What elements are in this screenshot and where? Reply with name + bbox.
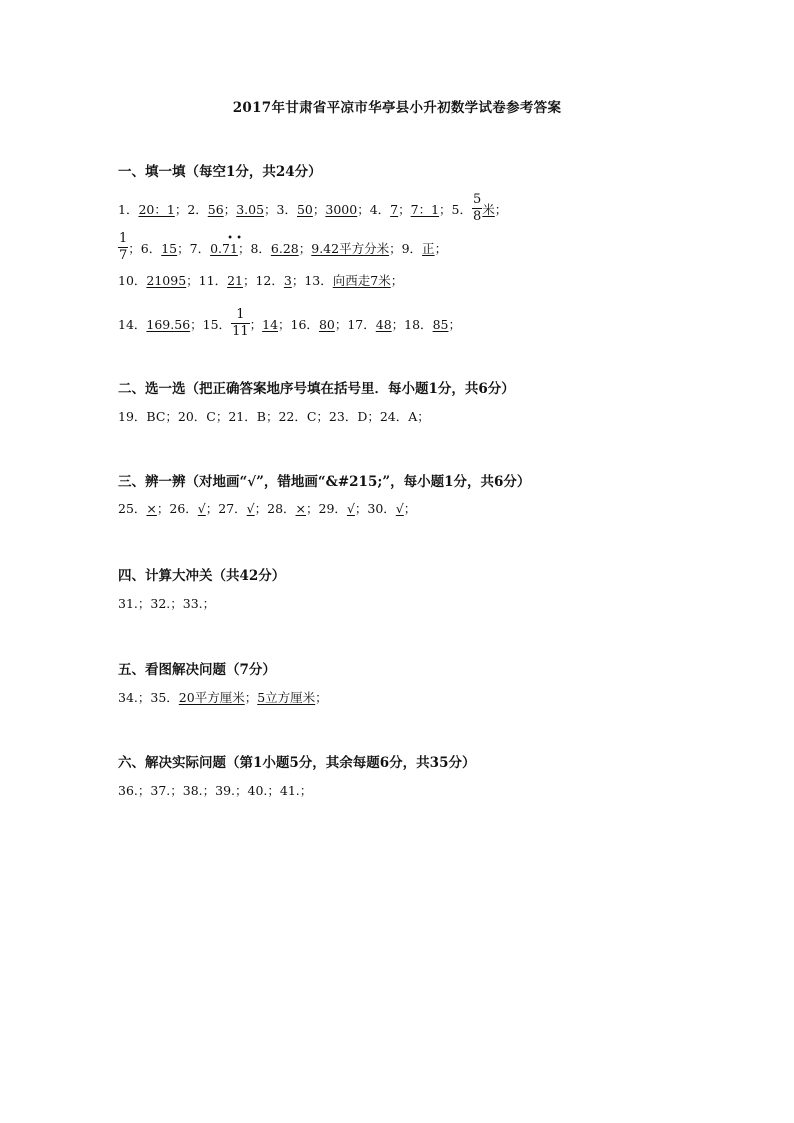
prefix: 1． (118, 202, 139, 217)
answer: 6.28 (270, 241, 299, 256)
answer-line-1 (118, 194, 507, 227)
prefix: ；27． (205, 501, 247, 516)
prefix: ；4． (357, 202, 391, 217)
answer: × (295, 501, 307, 516)
prefix: ；18． (391, 317, 433, 332)
answer: 21095 (146, 273, 187, 288)
answer: 169.56 (146, 317, 191, 332)
prefix: ；30． (354, 501, 396, 516)
answer: 7：1 (410, 202, 440, 217)
answer: 7 (390, 202, 399, 217)
section-heading-word-problems: 六、解决实际问题（第1小题5分，其余每题6分，共35分） (118, 755, 476, 771)
fraction-answer (472, 192, 482, 225)
prefix: ；8． (237, 241, 271, 256)
answer: √ (395, 501, 404, 516)
fraction-numerator: 1 (119, 231, 128, 246)
page-title: 2017年甘肃省平凉市华亭县小升初数学试卷参考答案 (232, 100, 562, 116)
prefix: ；9． (389, 241, 423, 256)
section-heading-fill-in: 一、填一填（每空1分，共24分） (118, 164, 322, 180)
answer: 21 (227, 273, 243, 288)
fraction-denominator: 8 (473, 209, 482, 224)
prefix: ； (244, 690, 258, 705)
prefix: ； (398, 202, 411, 217)
answer-line-7: 31.；32.；33.； (118, 596, 216, 611)
prefix: ； (315, 690, 328, 705)
answer: 3 (283, 273, 292, 288)
prefix: ；2． (174, 202, 208, 217)
prefix: ； (390, 273, 404, 288)
answer: 14 (262, 317, 279, 332)
answer: 向西走7米 (332, 273, 391, 288)
prefix: ；3． (264, 202, 297, 217)
prefix: ； (494, 202, 508, 217)
answer: 85 (432, 317, 449, 332)
prefix: ；28． (254, 501, 296, 516)
section-heading-multiple-choice: 二、选一选（把正确答案地序号填在括号里．每小题1分，共6分） (118, 381, 515, 397)
prefix: 10． (118, 273, 147, 288)
section-heading-true-false: 三、辨一辨（对地画“√”，错地画“&#215;”，每小题1分，共6分） (118, 474, 531, 490)
answer: √ (197, 501, 206, 516)
answer-line-2 (118, 233, 447, 266)
answer-line-9: 36.；37.；38.；39.；40.；41.； (118, 783, 313, 798)
prefix: 14． (118, 317, 147, 332)
prefix: ； (434, 241, 448, 256)
answer: 20：1 (138, 202, 175, 217)
fraction-answer (118, 231, 128, 264)
prefix: ； (249, 317, 263, 332)
prefix: ；5． (439, 202, 472, 217)
section-heading-calculation: 四、计算大冲关（共42分） (118, 568, 286, 584)
answer: 15 (161, 241, 178, 256)
prefix: ； (312, 202, 326, 217)
answer: 5立方厘米 (257, 690, 316, 705)
answer-unit: 米 (482, 202, 495, 217)
answer: √ (346, 501, 355, 516)
prefix: ；26． (156, 501, 198, 516)
repeating-dots: • • (227, 233, 243, 244)
prefix: ； (448, 317, 461, 332)
answer: 48 (375, 317, 392, 332)
answer: 9.42平方分米 (311, 241, 390, 256)
prefix: ；15． (190, 317, 232, 332)
fraction-numerator: 1 (236, 307, 245, 322)
prefix: ；7． (177, 241, 211, 256)
answer-line-4 (118, 309, 461, 342)
answer: 正 (422, 241, 435, 256)
section-heading-picture-problems: 五、看图解决问题（7分） (118, 662, 276, 678)
answer: 80 (318, 317, 335, 332)
prefix: ； (223, 202, 237, 217)
prefix: ；11． (186, 273, 228, 288)
fraction-denominator: 7 (119, 248, 128, 263)
prefix: ； (298, 241, 312, 256)
prefix: ；29． (306, 501, 347, 516)
answer: 71 (222, 241, 238, 256)
answer-line-3 (118, 275, 403, 288)
prefix: ；16． (278, 317, 319, 332)
fraction-answer (231, 307, 250, 340)
answer-line-5: 19．BC；20．C；21．B；22．C；23．D；24．A； (118, 409, 430, 424)
answer: 0. (210, 241, 223, 256)
answer: 20平方厘米 (178, 690, 245, 705)
prefix: 34.；35． (118, 690, 179, 705)
answer-line-6 (118, 503, 416, 516)
answer-repeating-decimal (210, 233, 243, 256)
answer: √ (246, 501, 255, 516)
answer-line-8 (118, 692, 328, 705)
fraction-numerator: 5 (473, 192, 482, 207)
prefix: ； (403, 501, 417, 516)
answer: 3.05 (236, 202, 265, 217)
prefix: ；13． (291, 273, 333, 288)
fraction-denominator: 11 (232, 324, 249, 339)
prefix: ；17． (334, 317, 376, 332)
answer: 3000 (325, 202, 358, 217)
prefix: 25． (118, 501, 147, 516)
answer: 50 (296, 202, 313, 217)
prefix: ；12． (242, 273, 284, 288)
prefix: ；6． (128, 241, 162, 256)
answer: × (146, 501, 157, 516)
answer: 56 (207, 202, 224, 217)
